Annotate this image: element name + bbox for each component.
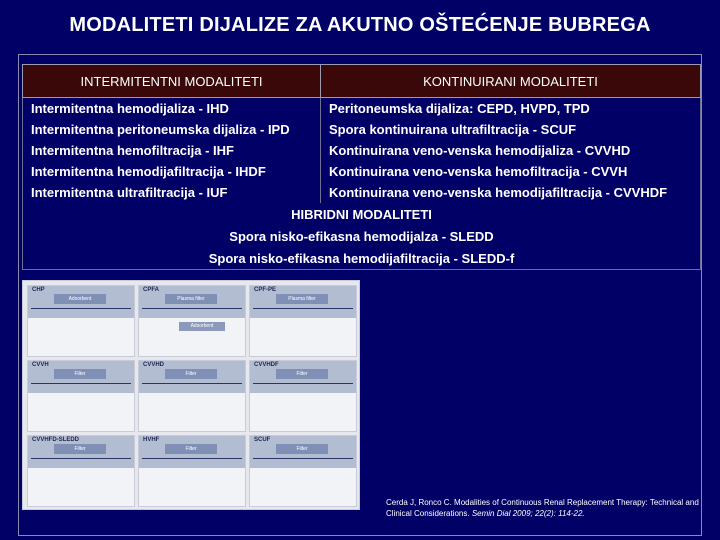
table-row xyxy=(23,98,701,120)
circuit-panel xyxy=(249,435,357,507)
cell-continuous: Kontinuirana veno-venska hemodijafiltracija - CVVHDF xyxy=(321,182,701,203)
panel-box: Filter xyxy=(276,369,328,379)
hybrid-item: Spora nisko-efikasna hemodijafiltracija - SLEDD-f xyxy=(23,247,701,270)
panel-box: Plasma filter xyxy=(276,294,328,304)
panel-box: Filter xyxy=(165,444,217,454)
table-row xyxy=(23,140,701,161)
table-row xyxy=(23,161,701,182)
panel-name: CPFA xyxy=(143,287,160,293)
circuit-panel xyxy=(27,435,135,507)
panel-name: CVVHFD-SLEDD xyxy=(32,437,80,443)
panel-name: CHP xyxy=(32,287,45,293)
panel-name: HVHF xyxy=(143,437,160,443)
crrt-circuit-figure xyxy=(22,280,360,510)
circuit-panel xyxy=(138,435,246,507)
circuit-panel xyxy=(249,285,357,357)
page-title: MODALITETI DIJALIZE ZA AKUTNO OŠTEĆENJE BUBREGA xyxy=(69,14,651,36)
circuit-panel xyxy=(249,360,357,432)
table-row xyxy=(23,182,701,203)
panel-name: SCUF xyxy=(254,437,271,443)
panel-box: Filter xyxy=(54,369,106,379)
panel-box: Filter xyxy=(54,444,106,454)
panel-name: CVVHDF xyxy=(254,362,279,368)
citation-text: Cerda J, Ronco C. Modalities of Continuous Renal Replacement Therapy: Technical and Clinical Considerations. xyxy=(386,498,699,518)
circuit-panel xyxy=(27,360,135,432)
panel-name: CPF-PE xyxy=(254,287,277,293)
panel-box: Adsorbent xyxy=(179,322,225,331)
cell-intermittent: Intermitentna hemofiltracija - IHF xyxy=(23,140,321,161)
panel-box: Filter xyxy=(165,369,217,379)
cell-continuous: Kontinuirana veno-venska hemodijaliza - CVVHD xyxy=(321,140,701,161)
panel-name: CVVH xyxy=(32,362,49,368)
panel-box: Filter xyxy=(276,444,328,454)
cell-continuous: Spora kontinuirana ultrafiltracija - SCUF xyxy=(321,119,701,140)
table-row xyxy=(23,119,701,140)
cell-intermittent: Intermitentna ultrafiltracija - IUF xyxy=(23,182,321,203)
hybrid-item: Spora nisko-efikasna hemodijalza - SLEDD xyxy=(23,225,701,247)
modalities-table xyxy=(22,64,701,270)
cell-intermittent: Intermitentna peritoneumska dijaliza - IPD xyxy=(23,119,321,140)
citation xyxy=(386,497,706,519)
panel-box: Plasma filter xyxy=(165,294,217,304)
header-intermittent: INTERMITENTNI MODALITETI xyxy=(23,65,321,98)
circuit-panel xyxy=(138,285,246,357)
cell-intermittent: Intermitentna hemodijafiltracija - IHDF xyxy=(23,161,321,182)
cell-continuous: Peritoneumska dijaliza: CEPD, HVPD, TPD xyxy=(321,98,701,120)
circuit-panel xyxy=(27,285,135,357)
citation-journal: Semin Dial 2009; 22(2): 114-22. xyxy=(471,509,585,518)
hybrid-heading: HIBRIDNI MODALITETI xyxy=(23,203,701,225)
panel-box: Adsorbent xyxy=(54,294,106,304)
header-continuous: KONTINUIRANI MODALITETI xyxy=(321,65,701,98)
panel-name: CVVHD xyxy=(143,362,165,368)
cell-intermittent: Intermitentna hemodijaliza - IHD xyxy=(23,98,321,120)
cell-continuous: Kontinuirana veno-venska hemofiltracija - CVVH xyxy=(321,161,701,182)
circuit-panel xyxy=(138,360,246,432)
